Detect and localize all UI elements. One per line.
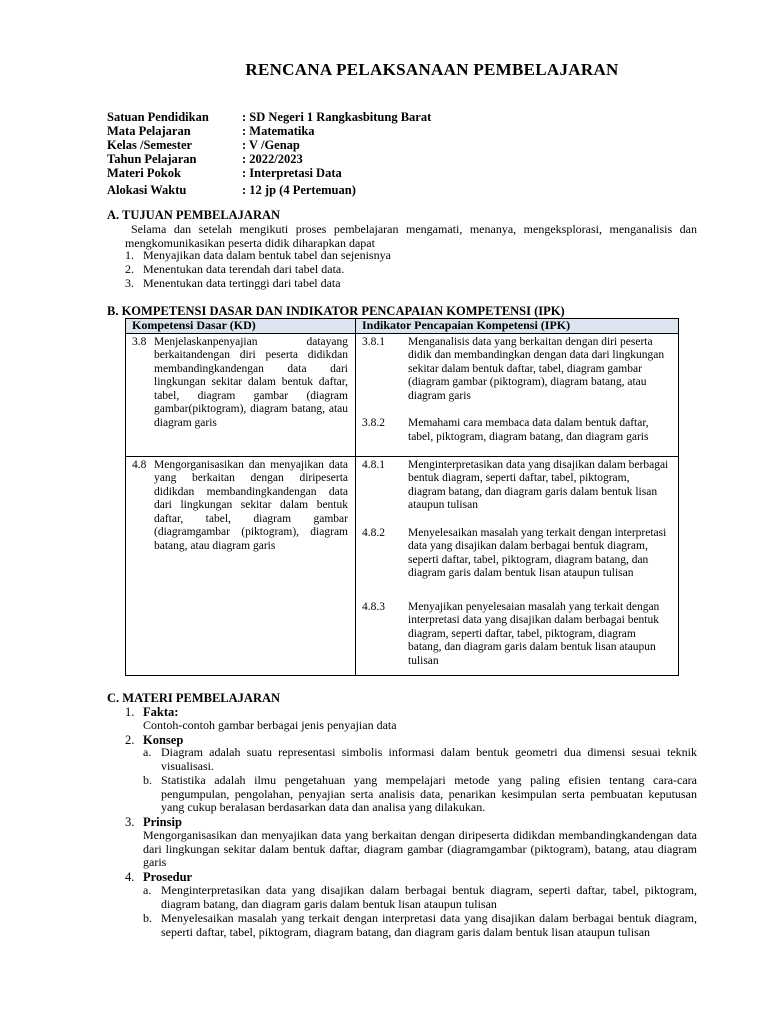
ipk-number: 4.8.3	[362, 600, 385, 613]
section-a-intro: Selama dan setelah mengikuti proses pembelajaran mengamati, menanya, mengeksplorasi, menganalisis dan mengkomunikasikan peserta didik diharapkan dapat	[125, 222, 697, 250]
ipk-item	[362, 527, 672, 581]
kd-number: 3.8	[132, 335, 147, 348]
identity-label: Tahun Pelajaran	[107, 152, 197, 166]
identity-value: : V /Genap	[242, 138, 300, 152]
document-title: RENCANA PELAKSANAAN PEMBELAJARAN	[245, 60, 619, 79]
identity-row	[107, 166, 431, 180]
section-b-heading: B. KOMPETENSI DASAR DAN INDIKATOR PENCAPAIAN KOMPETENSI (IPK)	[107, 304, 565, 318]
identity-label: Alokasi Waktu	[107, 183, 187, 197]
fakta-heading: 1. Fakta:	[125, 705, 179, 719]
identity-row	[107, 152, 431, 166]
fakta-text: Contoh-contoh gambar berbagai jenis penyajian data	[143, 718, 397, 732]
ipk-text: Menyajikan penyelesaian masalah yang terkait dengan interpretasi data yang disajikan dalam berbagai bentuk diagram, seperti daftar, tabel, piktogram, diagram batang, dan diagram garis dalam bentuk lisan ataupun tulisan	[408, 600, 660, 667]
identity-label: Kelas /Semester	[107, 138, 193, 152]
identity-label: Materi Pokok	[107, 166, 181, 180]
ipk-number: 4.8.1	[362, 458, 385, 471]
konsep-item: a. Diagram adalah suatu representasi simbolis informasi dalam bentuk geometri dua dimensi sesuai teknik visualisasi.	[143, 745, 697, 773]
identity-row	[107, 183, 431, 197]
ipk-text: Menganalisis data yang berkaitan dengan diri peserta didik dan membandingkan dengan data dari lingkungan sekitar dalam bentuk daftar, tabel, diagram gambar (diagram gambar (piktogram), diagram batang, atau diagram garis	[408, 335, 665, 402]
identity-value: : SD Negeri 1 Rangkasbitung Barat	[242, 110, 432, 124]
kd-number: 4.8	[132, 458, 147, 471]
konsep-heading: 2. Konsep	[125, 733, 184, 747]
table-row	[126, 333, 679, 456]
ipk-text: Memahami cara membaca data dalam bentuk daftar, tabel, piktogram, diagram batang, dan diagram garis	[408, 417, 649, 443]
prosedur-item: a. Menginterpretasikan data yang disajikan dalam berbagai bentuk diagram, seperti daftar, tabel, piktogram, diagram batang, dan diagram garis dalam bentuk lisan ataupun tulisan	[143, 883, 697, 911]
identity-value: : Matematika	[242, 124, 315, 138]
prinsip-text: Mengorganisasikan dan menyajikan data yang berkaitan dengan diripeserta didikdan membandingkandengan data dari lingkungan sekitar dalam bentuk daftar, diagram gambar (diagramgambar (piktogram), batang, atau diagram garis	[143, 828, 697, 869]
kd-text: Mengorganisasikan dan menyajikan data yang berkaitan dengan diripeserta didikdan membandingkandengan data dari lingkungan sekitar dalam bentuk daftar, tabel, diagram gambar (diagramgambar (piktogram), diagram batang, atau diagram garis	[154, 458, 348, 552]
ipk-cell	[356, 333, 679, 456]
ipk-item	[362, 601, 672, 669]
ipk-item	[362, 336, 672, 404]
ipk-number: 4.8.2	[362, 526, 385, 539]
ipk-text: Menginterpretasikan data yang disajikan dalam berbagai bentuk diagram, seperti daftar, tabel, piktogram, diagram batang, dan diagram garis dalam bentuk lisan ataupun tulisan	[408, 458, 669, 511]
konsep-item: b. Statistika adalah ilmu pengetahuan yang mempelajari metode yang paling efisien tentang cara-cara pengumpulan, pengolahan, penyajian serta analisis data, penarikan kesimpulan serta pembuatan keputusan yang cukup beralasan berdasarkan data dan analisa yang dilakukan.	[143, 773, 697, 814]
ipk-item	[362, 417, 672, 444]
table-header-kd: Kompetensi Dasar (KD)	[126, 319, 356, 334]
prosedur-heading: 4. Prosedur	[125, 870, 193, 884]
ipk-number: 3.8.1	[362, 335, 385, 348]
prinsip-heading: 3. Prinsip	[125, 815, 182, 829]
identity-value: : Interpretasi Data	[242, 166, 342, 180]
kd-cell	[126, 456, 356, 675]
ipk-item	[362, 459, 672, 513]
identity-block	[107, 110, 431, 197]
identity-value: : 12 jp (4 Pertemuan)	[242, 183, 356, 197]
identity-label: Satuan Pendidikan	[107, 110, 209, 124]
kd-text: Menjelaskanpenyajian datayang berkaitandengan diri peserta didikdan membandingkandengan data dari lingkungan sekitar dalam bentuk daftar, tabel, diagram gambar (diagram gambar(piktogram), diagram batang, atau diagram garis	[154, 335, 348, 429]
identity-label: Mata Pelajaran	[107, 124, 191, 138]
ipk-cell	[356, 456, 679, 675]
section-a-heading: A. TUJUAN PEMBELAJARAN	[107, 208, 281, 222]
prosedur-item: b. Menyelesaikan masalah yang terkait dengan interpretasi data yang disajikan dalam berbagai bentuk diagram, seperti daftar, tabel, piktogram, diagram batang, dan diagram garis dalam bentuk lisan ataupun tulisan	[143, 911, 697, 939]
kd-cell	[126, 333, 356, 456]
ipk-text: Menyelesaikan masalah yang terkait dengan interpretasi data yang disajikan dalam berbagai bentuk diagram, seperti daftar, tabel, piktogram, diagram batang, dan diagram garis dalam bentuk lisan ataupun tulisan	[408, 526, 667, 579]
ipk-number: 3.8.2	[362, 417, 385, 429]
document-page: RENCANA PELAKSANAAN PEMBELAJARAN Satuan Pendidikan : SD Negeri 1 Rangkasbitung Barat Mata Pelajaran : Matematika Kelas /Semester : V /Genap Tahun Pelajaran : 2022/2023 Materi Pokok : Interpretasi Data Alokasi Waktu : 12 jp (4 Pertemuan) A. TUJUAN PEMBELAJARAN Selama dan setelah mengikuti proses pembelajaran mengamati, menanya, mengeksplorasi, menganalisis dan mengkomunikasikan peserta didik diharapkan dapat 1. Menyajikan data dalam bentuk tabel dan sejenisnya 2. Menentukan data terendah dari tabel data. 3. Menentukan data tertinggi dari tabel data B. KOMPETENSI DASAR DAN INDIKATOR PENCAPAIAN KOMPETENSI (IPK) Kompetensi Dasar (KD) Indikator Pencapaian Kompetensi (IPK) 3.8 Menjelaskanpenyajian datayang berkaitandengan diri peserta didikdan membandingkandengan data dari lingkungan sekitar dalam bentuk daftar, tabel, diagram gambar (diagram gambar(piktogram), diagram batang, atau diagram garis 3.8.1 Menganalisis data yang berkaitan dengan diri peserta didik dan membandingkan dengan data dari lingkungan sekitar dalam bentuk daftar, tabel, diagram gambar (diagram gambar (piktogram), diagram batang, atau diagram garis 3.8.2 Memahami cara membaca data dalam bentuk daftar, tabel, piktogram, diagram batang, dan diagram garis 4.8 Mengorganisasikan dan menyajikan data yang berkaitan dengan diripeserta didikdan membandingkandengan data dari lingkungan sekitar dalam bentuk daftar, tabel, diagram gambar (diagramgambar (piktogram), diagram batang, atau diagram garis 4.8.1 Menginterpretasikan data yang disajikan dalam berbagai bentuk diagram, seperti daftar, tabel, piktogram, diagram batang, dan diagram garis dalam bentuk lisan ataupun tulisan 4.8.2 Menyelesaikan masalah yang terkait dengan interpretasi data yang disajikan dalam berbagai bentuk diagram, seperti daftar, tabel, piktogram, diagram batang, dan diagram garis dalam bentuk lisan ataupun tulisan 4.8.3 Menyajikan penyelesaian masalah yang terkait dengan interpretasi data yang disajikan dalam berbagai bentuk diagram, seperti daftar, tabel, piktogram, diagram batang, dan diagram garis dalam bentuk lisan ataupun tulisan C. MATERI PEMBELAJARAN 1. Fakta: Contoh-contoh gambar berbagai jenis penyajian data 2. Konsep a. Diagram adalah suatu representasi simbolis informasi dalam bentuk geometri dua dimensi sesuai teknik visualisasi. b. Statistika adalah ilmu pengetahuan yang mempelajari metode yang paling efisien tentang cara-cara pengumpulan, pengolahan, penyajian serta analisis data, penarikan kesimpulan serta pembuatan keputusan yang cukup beralasan berdasarkan data dan analisa yang dilakukan. 3. Prinsip Mengorganisasikan dan menyajikan data yang berkaitan dengan diripeserta didikdan membandingkandengan data dari lingkungan sekitar dalam bentuk daftar, diagram gambar (diagramgambar (piktogram), batang, atau diagram garis 4. Prosedur a. Menginterpretasikan data yang disajikan dalam berbagai bentuk diagram, seperti daftar, tabel, piktogram, diagram batang, dan diagram garis dalam bentuk lisan ataupun tulisan b. Menyelesaikan masalah yang terkait dengan interpretasi data yang disajikan dalam berbagai bentuk diagram, seperti daftar, tabel, piktogram, diagram batang, dan diagram garis dalam bentuk lisan ataupun tulisan	[0, 0, 768, 1024]
identity-row	[107, 124, 431, 138]
table-header-ipk: Indikator Pencapaian Kompetensi (IPK)	[356, 319, 679, 334]
kd-ipk-table	[125, 318, 679, 676]
table-row	[126, 456, 679, 675]
identity-row	[107, 110, 431, 124]
identity-row	[107, 138, 431, 152]
section-c-heading: C. MATERI PEMBELAJARAN	[107, 691, 281, 705]
identity-value: : 2022/2023	[242, 152, 303, 166]
